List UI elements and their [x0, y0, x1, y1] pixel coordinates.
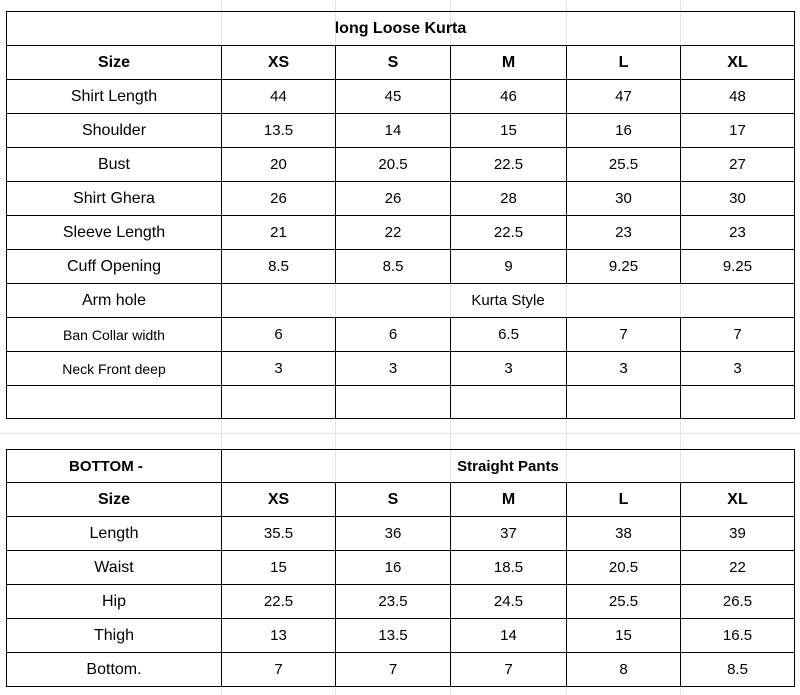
table-cell: 18.5	[451, 551, 567, 585]
table-cell: 30	[567, 182, 681, 216]
empty-cell	[336, 386, 451, 419]
table-cell: 27	[681, 148, 795, 182]
row-label: Sleeve Length	[7, 216, 222, 250]
row-label: Waist	[7, 551, 222, 585]
table-cell: 9.25	[567, 250, 681, 284]
header-row	[7, 483, 795, 517]
table-cell: 20	[222, 148, 336, 182]
row-label: Shirt Length	[7, 80, 222, 114]
table-cell: 22	[336, 216, 451, 250]
table-cell: 15	[567, 619, 681, 653]
row-label: Bottom.	[7, 653, 222, 687]
header-cell: XL	[681, 483, 795, 517]
table-cell: 15	[222, 551, 336, 585]
header-cell: XS	[222, 483, 336, 517]
table-row	[7, 250, 795, 284]
table-cell: 3	[567, 352, 681, 386]
table-cell: 6.5	[451, 318, 567, 352]
table-row	[7, 352, 795, 386]
table-cell: 30	[681, 182, 795, 216]
table-cell: 20.5	[336, 148, 451, 182]
table-row	[7, 182, 795, 216]
table-cell: 9.25	[681, 250, 795, 284]
table-cell: 36	[336, 517, 451, 551]
table-cell: 26	[336, 182, 451, 216]
table-cell: 13.5	[336, 619, 451, 653]
table-cell: 45	[336, 80, 451, 114]
row-label: Ban Collar width	[7, 318, 222, 352]
table-cell: 14	[336, 114, 451, 148]
table-row	[7, 585, 795, 619]
table-cell: 37	[451, 517, 567, 551]
table-cell: 35.5	[222, 517, 336, 551]
table-cell: 25.5	[567, 585, 681, 619]
table-cell: 8.5	[336, 250, 451, 284]
header-cell: L	[567, 46, 681, 80]
table-cell: 47	[567, 80, 681, 114]
table-cell: 3	[222, 352, 336, 386]
empty-cell	[222, 386, 336, 419]
table-cell: 16.5	[681, 619, 795, 653]
table-cell: 3	[681, 352, 795, 386]
row-label: Cuff Opening	[7, 250, 222, 284]
section-label: BOTTOM -	[7, 450, 222, 483]
table-cell: 48	[681, 80, 795, 114]
table-title: long Loose Kurta	[7, 12, 795, 46]
empty-row	[7, 386, 795, 419]
table-cell: 24.5	[451, 585, 567, 619]
header-cell: Size	[7, 46, 222, 80]
table-cell: 8.5	[222, 250, 336, 284]
pants-size-table	[6, 449, 795, 687]
table-cell: 28	[451, 182, 567, 216]
table-row	[7, 318, 795, 352]
table-cell: 7	[222, 653, 336, 687]
table-row	[7, 80, 795, 114]
table-cell: 21	[222, 216, 336, 250]
table-cell: 23.5	[336, 585, 451, 619]
table-cell: 25.5	[567, 148, 681, 182]
table-cell: 20.5	[567, 551, 681, 585]
table-row	[7, 517, 795, 551]
table-cell: 7	[567, 318, 681, 352]
table-cell: 23	[567, 216, 681, 250]
table-cell: 38	[567, 517, 681, 551]
table-cell: 17	[681, 114, 795, 148]
table-row	[7, 619, 795, 653]
row-label: Neck Front deep	[7, 352, 222, 386]
empty-cell	[451, 386, 567, 419]
table-cell: 16	[336, 551, 451, 585]
header-cell: Size	[7, 483, 222, 517]
row-label: Shirt Ghera	[7, 182, 222, 216]
header-cell: S	[336, 46, 451, 80]
table-row	[7, 148, 795, 182]
table-row	[7, 551, 795, 585]
table-cell: 3	[451, 352, 567, 386]
table-cell: 8	[567, 653, 681, 687]
table-cell: 7	[451, 653, 567, 687]
table-cell: 26	[222, 182, 336, 216]
row-label: Bust	[7, 148, 222, 182]
kurta-size-table	[6, 11, 795, 419]
table-cell: 14	[451, 619, 567, 653]
row-label: Hip	[7, 585, 222, 619]
table-row	[7, 653, 795, 687]
table-cell: 22	[681, 551, 795, 585]
row-label: Length	[7, 517, 222, 551]
table-cell: 13	[222, 619, 336, 653]
empty-cell	[7, 386, 222, 419]
header-cell: L	[567, 483, 681, 517]
merged-cell: Kurta Style	[222, 284, 795, 318]
table-cell: 6	[336, 318, 451, 352]
table-title: Straight Pants	[222, 450, 795, 483]
table-cell: 6	[222, 318, 336, 352]
empty-cell	[567, 386, 681, 419]
table-cell: 3	[336, 352, 451, 386]
header-cell: S	[336, 483, 451, 517]
header-cell: XS	[222, 46, 336, 80]
header-cell: M	[451, 483, 567, 517]
table-cell: 44	[222, 80, 336, 114]
row-label: Thigh	[7, 619, 222, 653]
header-cell: M	[451, 46, 567, 80]
header-cell: XL	[681, 46, 795, 80]
table-cell: 26.5	[681, 585, 795, 619]
empty-cell	[681, 386, 795, 419]
row-label: Shoulder	[7, 114, 222, 148]
table-cell: 46	[451, 80, 567, 114]
table-cell: 9	[451, 250, 567, 284]
table-cell: 13.5	[222, 114, 336, 148]
table-cell: 7	[681, 318, 795, 352]
table-row	[7, 114, 795, 148]
table-cell: 23	[681, 216, 795, 250]
row-label: Arm hole	[7, 284, 222, 318]
table-cell: 7	[336, 653, 451, 687]
table-cell: 22.5	[222, 585, 336, 619]
table-cell: 8.5	[681, 653, 795, 687]
table-row	[7, 216, 795, 250]
header-row	[7, 46, 795, 80]
table-cell: 22.5	[451, 216, 567, 250]
table-cell: 22.5	[451, 148, 567, 182]
table-row-arm-hole	[7, 284, 795, 318]
table-cell: 39	[681, 517, 795, 551]
table-cell: 15	[451, 114, 567, 148]
table-cell: 16	[567, 114, 681, 148]
